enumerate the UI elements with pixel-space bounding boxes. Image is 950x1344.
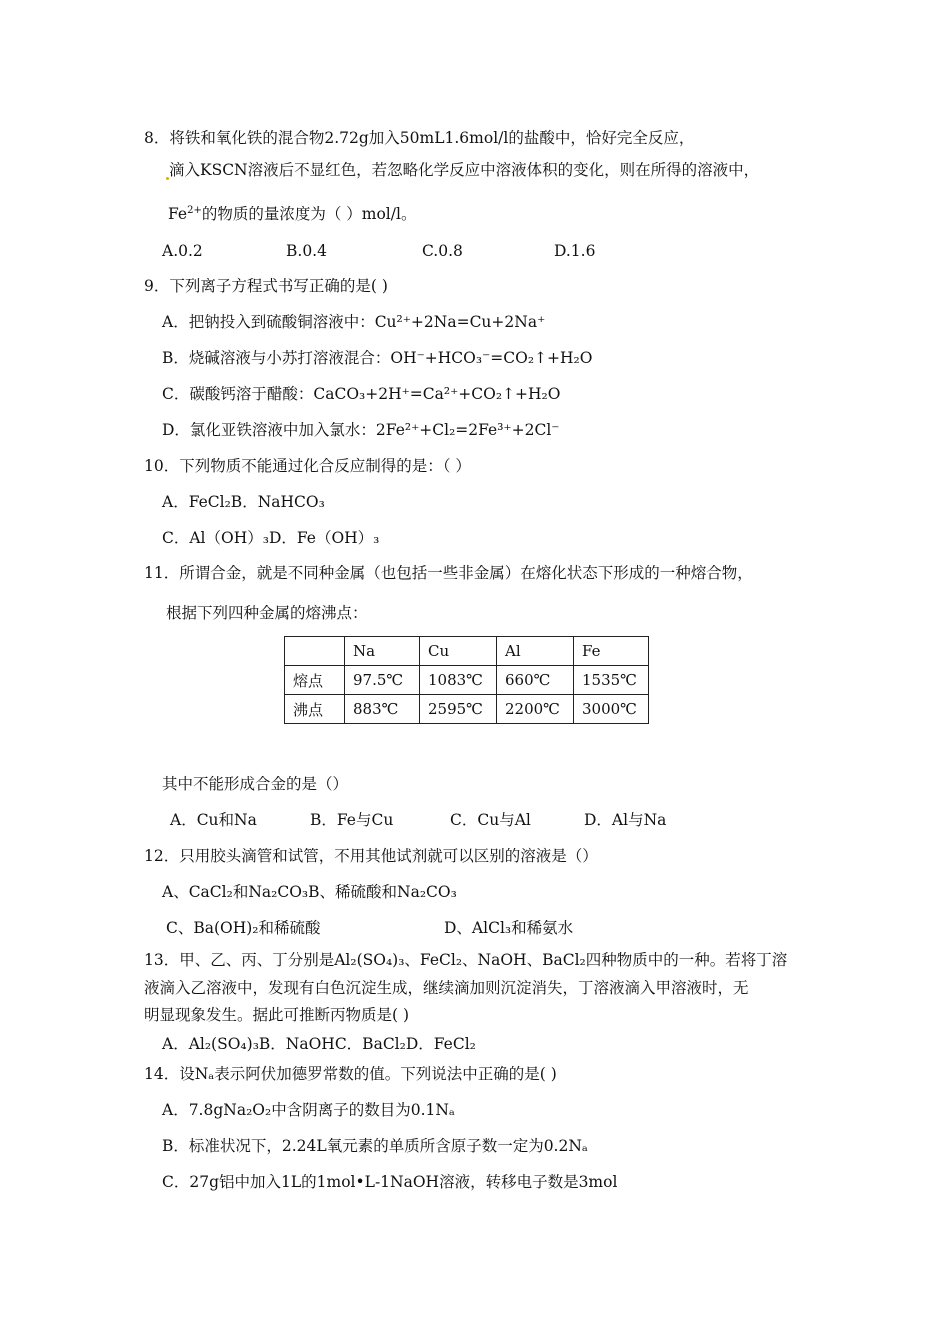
table-cell: Na	[345, 637, 420, 666]
q9-option-b: B．烧碱溶液与小苏打溶液混合：OH⁻+HCO₃⁻=CO₂↑+H₂O	[162, 349, 593, 367]
table-cell: 2200℃	[497, 695, 574, 724]
q8-line2-text: 滴入KSCN溶液后不显红色，若忽略化学反应中溶液体积的变化，则在所得的溶液中，	[169, 161, 760, 179]
table-cell: 1083℃	[420, 666, 497, 695]
q13-line3: 明显现象发生。据此可推断丙物质是( )	[144, 1006, 410, 1024]
q10-options-cd: C．Al（OH）₃D．Fe（OH）₃	[162, 529, 380, 547]
table-cell: Cu	[420, 637, 497, 666]
q8-fe: Fe	[168, 205, 188, 223]
q12-stem: 12．只用胶头滴管和试管，不用其他试剂就可以区别的溶液是（）	[144, 847, 598, 865]
q11-stem: 11．所谓合金，就是不同种金属（也包括一些非金属）在熔化状态下形成的一种熔合物，	[144, 564, 753, 582]
q11-option-a: A．Cu和Na	[170, 811, 257, 829]
q13-options: A．Al₂(SO₄)₃B．NaOHC．BaCl₂D．FeCl₂	[162, 1035, 476, 1053]
table-row	[285, 695, 649, 724]
table-cell: 97.5℃	[345, 666, 420, 695]
q8-line2	[166, 160, 759, 180]
q9-option-c: C．碳酸钙溶于醋酸：CaCO₃+2H⁺=Ca²⁺+CO₂↑+H₂O	[162, 385, 561, 403]
table-row	[285, 637, 649, 666]
q12-options-ab: A、CaCl₂和Na₂CO₃B、稀硫酸和Na₂CO₃	[162, 883, 457, 901]
table-cell: 2595℃	[420, 695, 497, 724]
q8-option-d: D.1.6	[554, 242, 596, 260]
q8-option-a: A.0.2	[162, 242, 203, 260]
table-cell: 3000℃	[574, 695, 649, 724]
q10-stem: 10．下列物质不能通过化合反应制得的是：（ ）	[144, 457, 471, 475]
table-cell: Al	[497, 637, 574, 666]
q11-option-c: C．Cu与Al	[450, 811, 531, 829]
q13-line1: 13．甲、乙、丙、丁分别是Al₂(SO₄)₃、FeCl₂、NaOH、BaCl₂四种物质中的一种。若将丁溶	[144, 951, 788, 969]
q9-option-d: D．氯化亚铁溶液中加入氯水：2Fe²⁺+Cl₂=2Fe³⁺+2Cl⁻	[162, 421, 560, 439]
melting-boiling-table	[284, 636, 649, 724]
q9-option-a: A．把钠投入到硫酸铜溶液中：Cu²⁺+2Na=Cu+2Na⁺	[162, 313, 546, 331]
q8-line3	[168, 204, 416, 224]
table-cell: Fe	[574, 637, 649, 666]
q11-option-b: B．Fe与Cu	[310, 811, 394, 829]
q8-line1: 8．将铁和氧化铁的混合物2.72g加入50mL1.6mol/l的盐酸中，恰好完全反应，	[144, 129, 695, 147]
q9-stem: 9．下列离子方程式书写正确的是( )	[144, 277, 388, 295]
table-row	[285, 666, 649, 695]
table-cell: 沸点	[285, 695, 345, 724]
q11-question: 其中不能形成合金的是（）	[162, 775, 349, 793]
q14-option-b: B．标准状况下，2.24L氧元素的单质所含原子数一定为0.2Nₐ	[162, 1137, 588, 1155]
q8-option-c: C.0.8	[422, 242, 463, 260]
q12-option-d: D、AlCl₃和稀氨水	[444, 919, 574, 937]
q11-subtext: 根据下列四种金属的熔沸点：	[166, 604, 368, 622]
q8-fe-charge: 2+	[187, 204, 202, 216]
table-cell: 1535℃	[574, 666, 649, 695]
q14-option-a: A．7.8gNa₂O₂中含阴离子的数目为0.1Nₐ	[162, 1101, 455, 1119]
q14-option-c: C．27g铝中加入1L的1mol•L-1NaOH溶液，转移电子数是3mol	[162, 1173, 618, 1191]
q14-stem: 14．设Nₐ表示阿伏加德罗常数的值。下列说法中正确的是( )	[144, 1065, 557, 1083]
q8-option-b: B.0.4	[286, 242, 327, 260]
q12-option-c: C、Ba(OH)₂和稀硫酸	[166, 919, 321, 937]
table-cell: 熔点	[285, 666, 345, 695]
q8-line3-rest: 的物质的量浓度为（ ）mol/l。	[201, 205, 417, 223]
q13-line2: 液滴入乙溶液中，发现有白色沉淀生成，继续滴加则沉淀消失，丁溶液滴入甲溶液时，无	[144, 979, 749, 997]
table-cell	[285, 637, 345, 666]
q11-option-d: D．Al与Na	[584, 811, 667, 829]
q10-options-ab: A．FeCl₂B．NaHCO₃	[162, 493, 325, 511]
table-cell: 660℃	[497, 666, 574, 695]
table-cell: 883℃	[345, 695, 420, 724]
